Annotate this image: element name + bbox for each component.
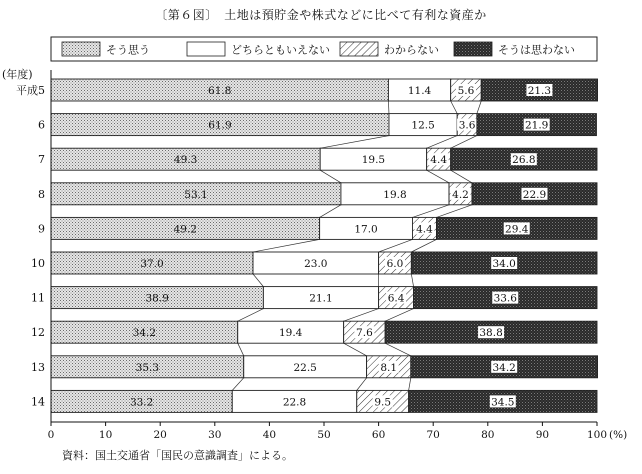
category-label: 14 [31,395,45,409]
data-label: 49.3 [173,154,198,167]
data-label: 19.5 [361,154,386,167]
connector-line [320,136,389,149]
category-label: 10 [31,257,45,270]
legend-swatch [340,42,378,56]
data-label: 22.8 [282,396,307,409]
chart-title: 〔第６図〕 土地は預貯金や株式などに比べて有利な資産か [155,8,487,22]
x-tick-label: 60 [371,429,386,441]
x-tick-label: 0 [47,429,55,441]
data-label: 21.9 [524,119,549,132]
legend-swatch [62,42,100,56]
data-label: 23.0 [304,258,328,270]
connector-line [253,239,320,252]
data-label: 21.1 [309,292,333,305]
connector-line [388,101,389,114]
connector-line [344,343,367,356]
data-label: 17.0 [354,223,378,236]
data-label: 61.8 [208,85,232,97]
category-label: 平成5 [16,84,45,97]
data-label: 11.4 [407,85,432,97]
data-label: 34.2 [132,327,157,340]
category-label: 8 [38,187,45,201]
data-label: 4.2 [452,188,469,201]
data-label: 37.0 [140,258,164,270]
category-label: 12 [31,326,45,340]
data-label: 22.5 [293,361,317,374]
data-label: 38.8 [479,327,503,340]
x-tick-label: 90 [535,429,550,441]
data-label: 53.1 [184,188,208,201]
connector-line [232,378,243,391]
connector-lines [232,101,481,390]
data-label: 38.9 [145,292,169,305]
data-label: 6.4 [387,292,405,305]
connector-line [451,101,458,114]
x-tick-label: 50 [317,429,331,441]
category-label: 11 [31,291,45,305]
legend-label: そう思う [106,43,150,57]
connector-line [253,274,263,287]
connector-line [238,309,264,322]
x-tick-label: 80 [481,429,495,441]
legend-label: わからない [384,43,439,57]
data-label: 9.5 [374,396,392,409]
connector-line [238,343,244,356]
x-tick-label: 100 [586,429,608,441]
x-tick-label: 70 [426,429,440,441]
data-label: 19.8 [383,188,407,201]
data-label: 29.4 [505,223,529,236]
connector-line [477,101,481,114]
connector-line [411,239,436,252]
data-label: 22.9 [522,188,547,201]
x-unit-label: (%) [609,429,628,441]
connector-line [385,343,411,356]
data-label: 61.9 [208,119,232,132]
data-label: 5.6 [457,85,475,97]
x-tick-label: 40 [262,429,277,441]
data-label: 19.4 [278,327,303,340]
y-axis [2,67,45,408]
category-label: 6 [38,118,45,132]
data-label: 6.0 [386,258,404,270]
legend [51,37,597,61]
data-label: 49.2 [173,223,198,236]
data-label: 34.2 [492,361,516,374]
y-axis-title: (年度) [2,68,33,81]
data-label: 34.5 [491,396,515,409]
data-label: 35.3 [135,361,160,374]
source-note: 資料：国土交通省「国民の意識調査」による。 [62,449,293,462]
legend-swatch [187,42,225,56]
connector-line [451,170,472,183]
legend-label: どちらともいえない [231,43,330,57]
data-label: 4.4 [430,154,448,167]
connector-line [357,378,367,391]
connector-line [320,170,341,183]
connector-line [451,136,477,149]
connector-line [409,378,411,391]
x-tick-label: 30 [208,429,222,441]
data-label: 7.6 [356,327,373,340]
legend-swatch [454,42,492,56]
data-label: 34.0 [492,258,516,270]
connector-line [427,136,458,149]
legend-label: そうは思わない [498,43,575,57]
data-label: 8.1 [380,361,398,374]
data-label: 3.6 [458,119,476,132]
connector-line [320,205,341,218]
x-tick-label: 20 [153,429,167,441]
data-label: 33.6 [493,292,517,305]
data-label: 12.5 [411,119,435,132]
data-label: 33.2 [129,396,154,409]
connector-line [427,170,449,183]
x-tick-label: 10 [98,429,113,441]
connector-line [385,309,413,322]
data-label: 21.3 [527,85,552,97]
connector-line [344,309,379,322]
bars [51,79,598,412]
category-label: 7 [38,153,45,167]
category-label: 13 [31,360,45,374]
connector-line [436,205,471,218]
data-label: 4.4 [416,223,433,236]
connector-line [379,239,413,252]
connector-line [411,274,413,287]
category-label: 9 [38,222,45,236]
connector-line [412,205,449,218]
data-label: 26.8 [512,154,536,167]
